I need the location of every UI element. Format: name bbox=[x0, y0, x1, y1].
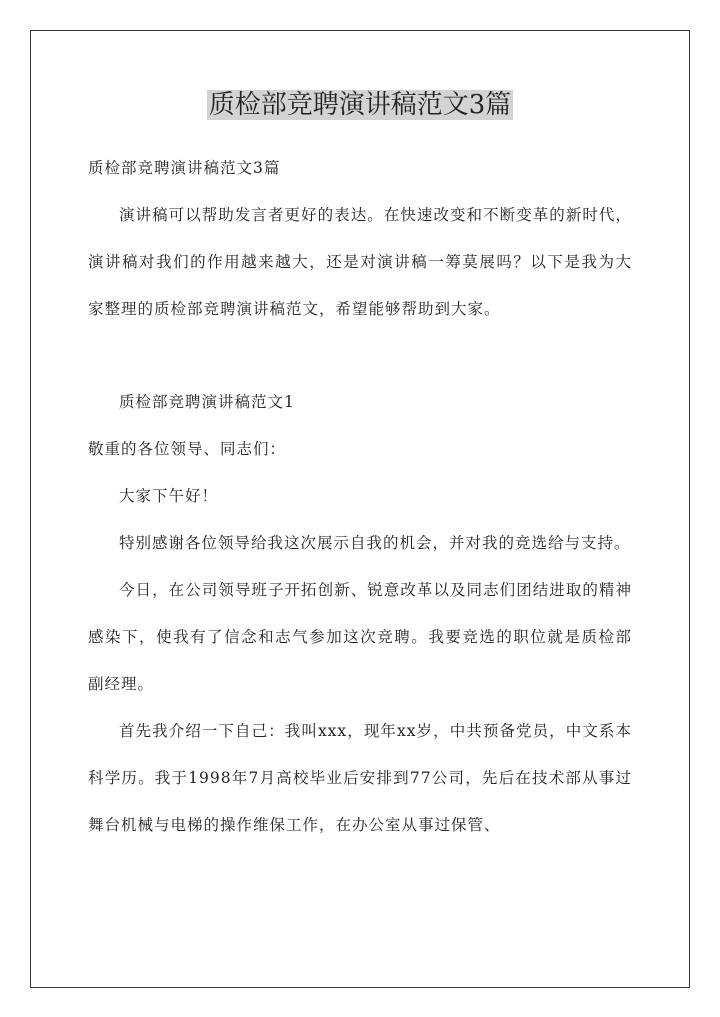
body-paragraph: 今日，在公司领导班子开拓创新、锐意改革以及同志们团结进取的精神感染下，使我有了信念和志气参加这次竞聘。我要竞选的职位就是质检部副经理。 bbox=[88, 581, 632, 693]
greeting: 大家下午好！ bbox=[119, 487, 219, 505]
document-title-text: 质检部竞聘演讲稿范文3篇 bbox=[208, 90, 512, 120]
document-body bbox=[88, 145, 632, 849]
section-title: 质检部竞聘演讲稿范文1 bbox=[119, 393, 295, 411]
body-paragraph: 特别感谢各位领导给我这次展示自我的机会，并对我的竞选给与支持。 bbox=[119, 534, 631, 552]
body-paragraph: 首先我介绍一下自己：我叫xxx，现年xx岁，中共预备党员，中文系本科学历。我于1998年7月高校毕业后安排到77公司，先后在技术部从事过舞台机械与电梯的操作维保工作，在办公室从事过保管、 bbox=[88, 722, 632, 834]
intro-paragraph: 演讲稿可以帮助发言者更好的表达。在快速改变和不断变革的新时代，演讲稿对我们的作用越来越大，还是对演讲稿一筹莫展吗？以下是我为大家整理的质检部竞聘演讲稿范文，希望能够帮助到大家。 bbox=[88, 206, 632, 318]
salutation: 敬重的各位领导、同志们： bbox=[88, 440, 287, 458]
document-subtitle: 质检部竞聘演讲稿范文3篇 bbox=[88, 159, 281, 177]
document-title bbox=[0, 86, 720, 124]
paragraph-gap bbox=[88, 333, 632, 379]
